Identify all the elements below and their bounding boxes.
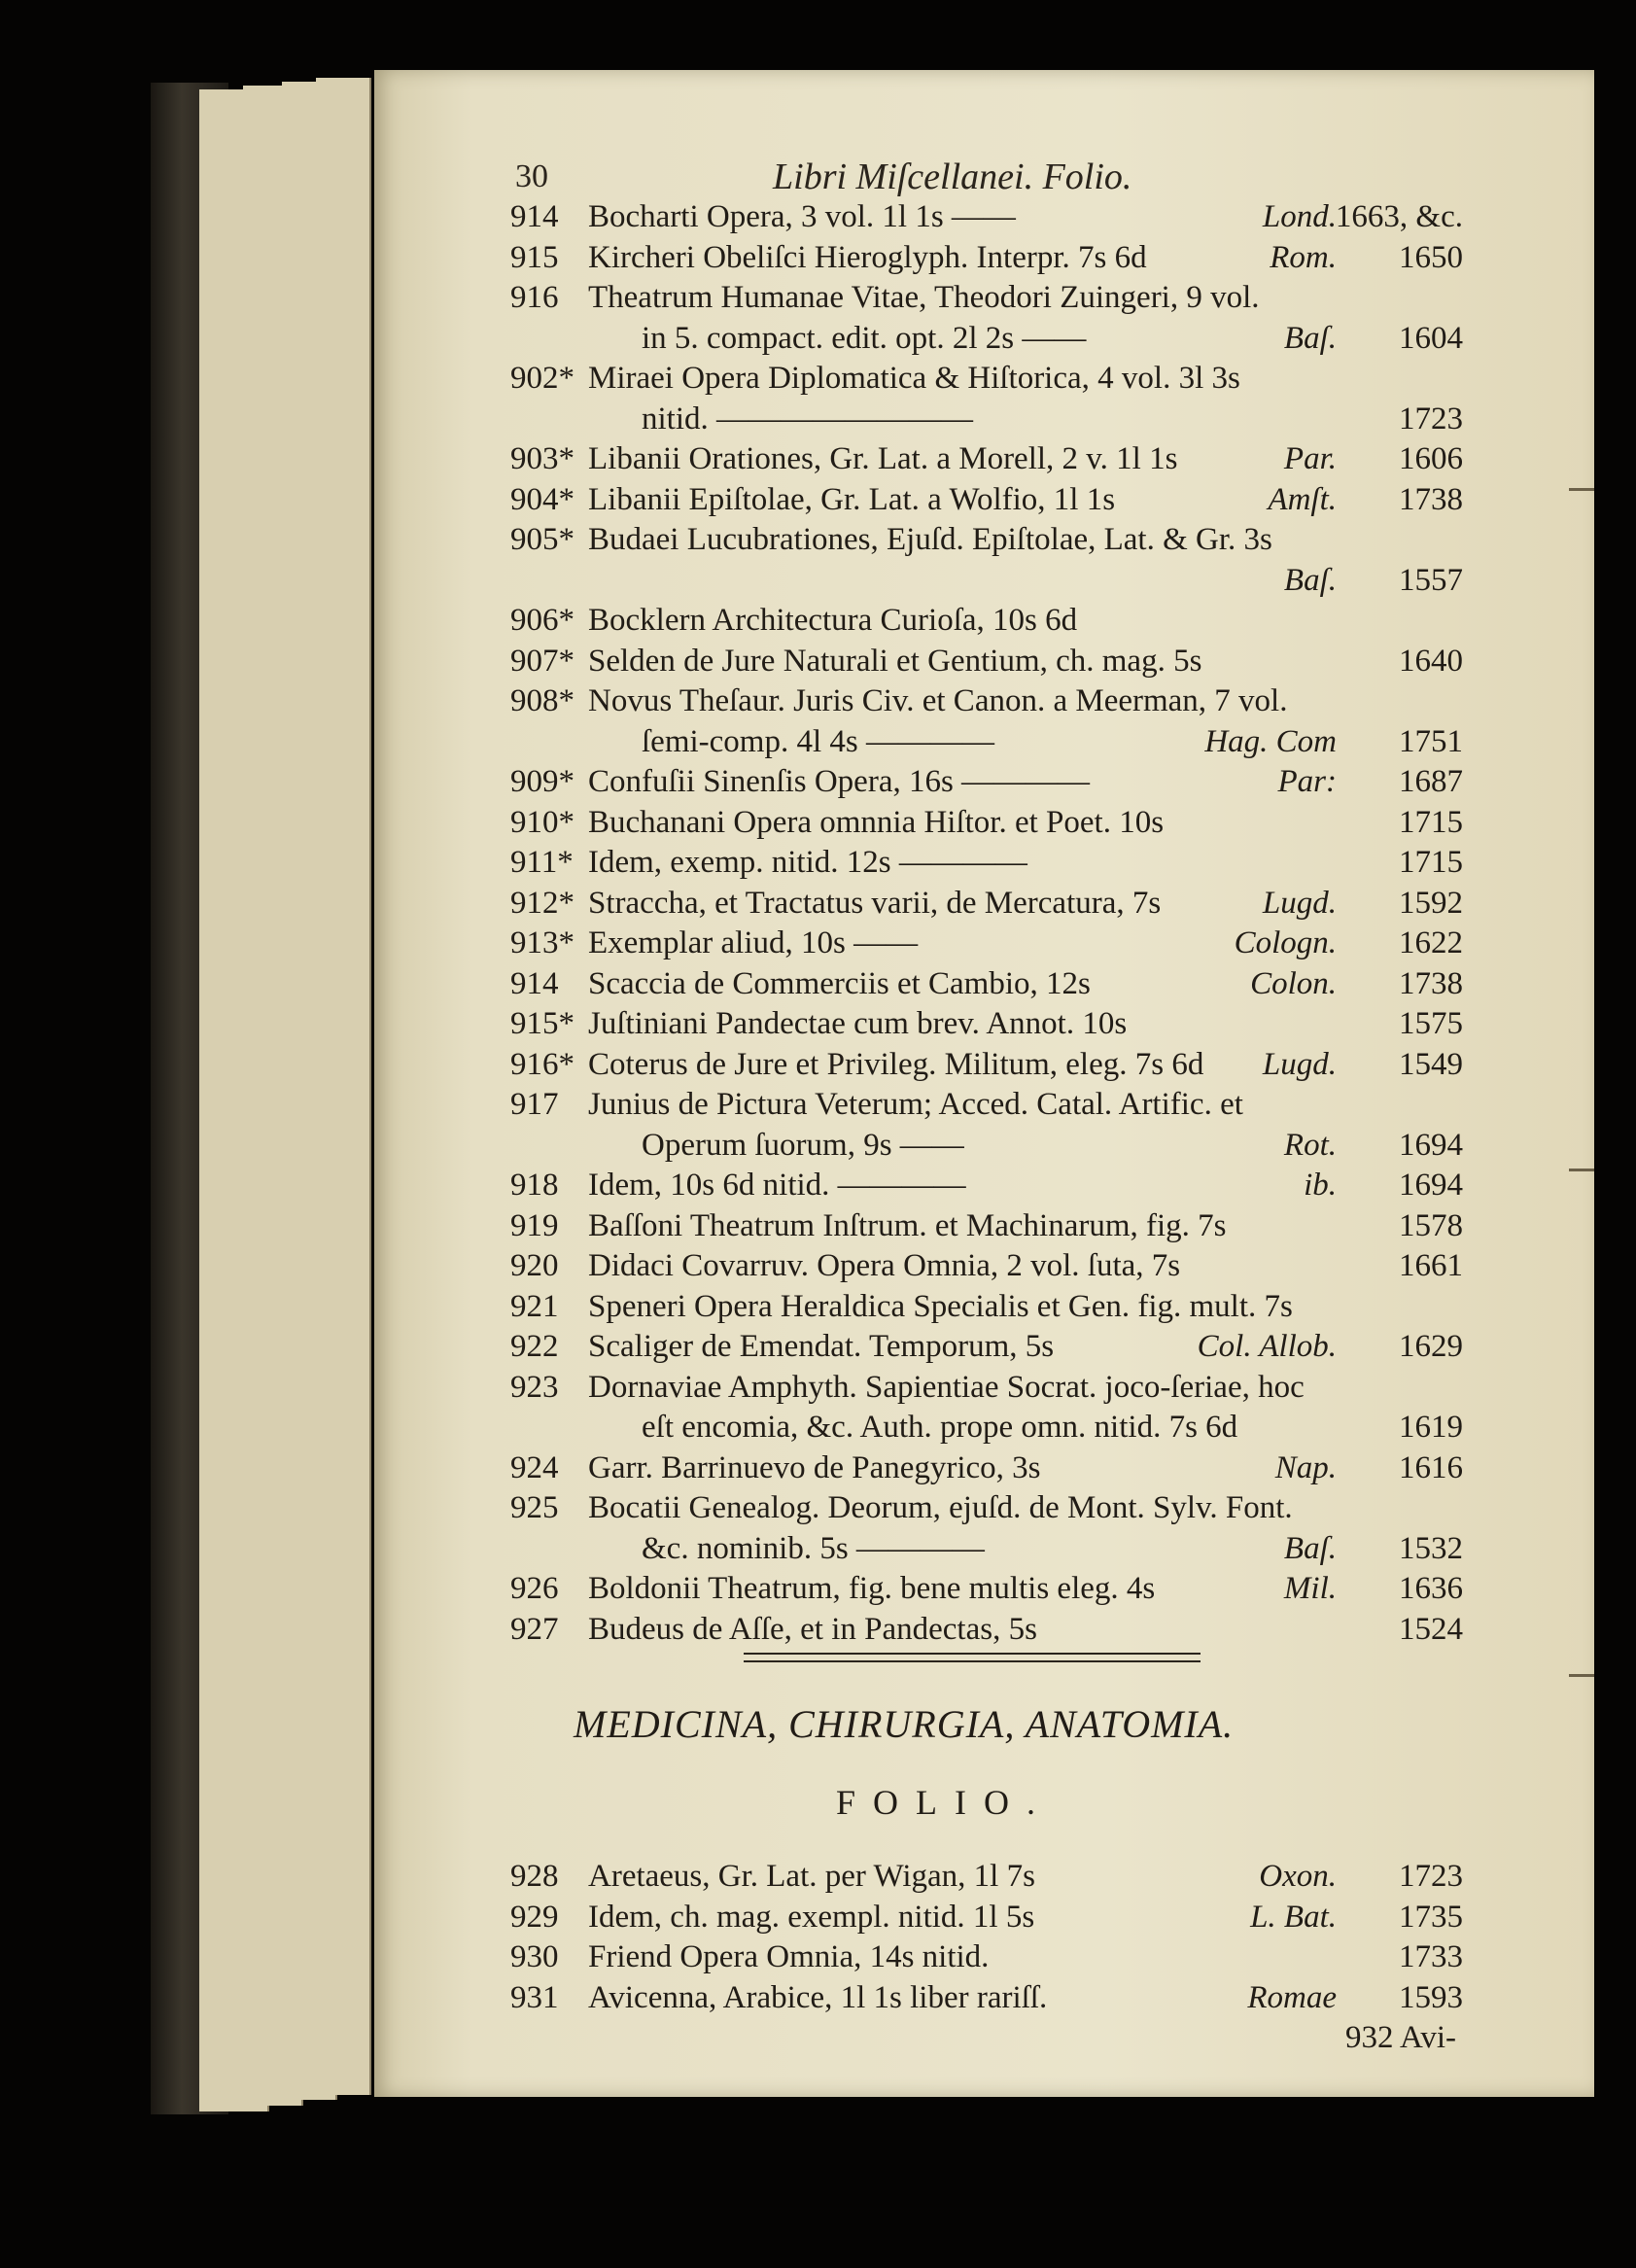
catalogue-entry — [510, 400, 1463, 440]
catalogue-entry — [510, 1166, 1463, 1206]
entry-text: Speneri Opera Heraldica Specialis et Gen. fig. mult. 7s — [588, 1288, 1293, 1324]
catalogue-entry — [510, 843, 1463, 884]
entry-text: in 5. compact. edit. opt. 2l 2s —— — [642, 320, 1087, 356]
entry-place: Romae — [1247, 1979, 1337, 2015]
entry-place: Colon. — [1250, 965, 1337, 1001]
entry-number: 926 — [510, 1571, 559, 1606]
entry-number: 912* — [510, 885, 574, 921]
entry-number: 931 — [510, 1979, 559, 2015]
entry-number: 914 — [510, 199, 559, 234]
entry-place: Col. Allob. — [1197, 1329, 1337, 1364]
catalogue-entry — [510, 1448, 1463, 1489]
entry-number: 904* — [510, 481, 574, 517]
catalogue-entry — [510, 1529, 1463, 1570]
entry-number: 923 — [510, 1369, 559, 1405]
entry-text: Bocharti Opera, 3 vol. 1l 1s —— — [588, 199, 1016, 234]
entry-text: Dornaviae Amphyth. Sapientiae Socrat. joco-ſeriae, hoc — [588, 1369, 1305, 1405]
entry-place: Nap. — [1274, 1449, 1337, 1485]
section-subtitle: FOLIO. — [836, 1783, 1053, 1822]
entry-number: 914 — [510, 965, 559, 1001]
entry-year: 1640 — [1399, 643, 1463, 679]
entry-place: Baſ. — [1283, 562, 1337, 598]
catalogue-entry — [510, 601, 1463, 642]
entry-number: 921 — [510, 1288, 559, 1324]
entry-year: 1733 — [1399, 1939, 1463, 1974]
catalogue-entry — [510, 1408, 1463, 1448]
entry-place: L. Bat. — [1250, 1899, 1337, 1935]
margin-mark — [1569, 488, 1594, 491]
entry-place: Rot. — [1283, 1127, 1337, 1163]
entry-year: 1629 — [1399, 1329, 1463, 1364]
entry-year: 1687 — [1399, 764, 1463, 799]
entry-year: 1557 — [1399, 562, 1463, 598]
margin-mark — [1569, 1674, 1594, 1677]
entry-number: 928 — [510, 1859, 559, 1894]
catalogue-entry — [510, 1085, 1463, 1126]
entry-number: 924 — [510, 1449, 559, 1485]
entry-text: Coterus de Jure et Privileg. Militum, eleg. 7s 6d — [588, 1046, 1204, 1082]
entry-place: Baſ. — [1283, 320, 1337, 356]
entry-text: Bocklern Architectura Curioſa, 10s 6d — [588, 603, 1078, 638]
entry-number: 917 — [510, 1087, 559, 1122]
catalogue-entry — [510, 762, 1463, 803]
catalogue-entry — [510, 520, 1463, 561]
entry-year: 1622 — [1399, 925, 1463, 960]
entry-place: Mil. — [1283, 1571, 1337, 1606]
catalogue-entry — [510, 278, 1463, 319]
entry-text: &c. nominib. 5s ———— — [642, 1530, 985, 1566]
entry-year: 1751 — [1399, 723, 1463, 759]
entry-year: 1738 — [1399, 965, 1463, 1001]
entry-text: Operum ſuorum, 9s —— — [642, 1127, 964, 1163]
entry-year: 1575 — [1399, 1006, 1463, 1041]
entry-number: 925 — [510, 1490, 559, 1525]
catalogue-entry — [510, 924, 1463, 964]
entry-year: 1636 — [1399, 1571, 1463, 1606]
entry-number: 919 — [510, 1207, 559, 1243]
catalogue-entry — [510, 1206, 1463, 1247]
entry-text: Budaei Lucubrationes, Ejuſd. Epiſtolae, Lat. & Gr. 3s — [588, 522, 1272, 557]
catalogue-entry — [510, 238, 1463, 279]
entry-number: 927 — [510, 1611, 559, 1647]
entry-year: 1661 — [1399, 1248, 1463, 1283]
entry-text: Confuſii Sinenſis Opera, 16s ———— — [588, 764, 1091, 799]
entry-year: 1606 — [1399, 441, 1463, 476]
catalogue-entry — [510, 964, 1463, 1005]
entry-text: Exemplar aliud, 10s —— — [588, 925, 919, 960]
entry-number: 918 — [510, 1168, 559, 1203]
entry-year: 1663, &c. — [1335, 199, 1463, 234]
entry-text: Scaccia de Commerciis et Cambio, 12s — [588, 965, 1091, 1001]
entry-text: Junius de Pictura Veterum; Acced. Catal. Artific. et — [588, 1087, 1243, 1122]
entry-text: Boldonii Theatrum, fig. bene multis eleg. 4s — [588, 1571, 1156, 1606]
catalogue-entry — [510, 480, 1463, 521]
entry-number: 907* — [510, 643, 574, 679]
entry-text: nitid. ———————— — [642, 401, 974, 436]
entry-text: Juſtiniani Pandectae cum brev. Annot. 10s — [588, 1006, 1128, 1041]
entry-year: 1524 — [1399, 1611, 1463, 1647]
catalogue-entry — [510, 681, 1463, 722]
page-edge — [316, 78, 371, 2095]
entry-number: 929 — [510, 1899, 559, 1935]
entry-year: 1593 — [1399, 1979, 1463, 2015]
entry-text: Avicenna, Arabice, 1l 1s liber rariſſ. — [588, 1979, 1048, 2015]
catalogue-entry — [510, 319, 1463, 360]
entry-year: 1694 — [1399, 1127, 1463, 1163]
catalogue-entry — [510, 642, 1463, 682]
entry-year: 1723 — [1399, 401, 1463, 436]
catalogue-entries-medicina — [510, 1857, 1463, 2018]
catalogue-entry — [510, 1569, 1463, 1610]
entry-place: Par: — [1277, 764, 1337, 799]
entry-year: 1592 — [1399, 885, 1463, 921]
catchword: 932 Avi- — [1345, 2020, 1456, 2055]
entry-text: Scaliger de Emendat. Temporum, 5s — [588, 1329, 1055, 1364]
catalogue-entry — [510, 803, 1463, 844]
entry-number: 906* — [510, 603, 574, 638]
entry-place: ib. — [1304, 1168, 1337, 1203]
entry-text: Bocatii Genealog. Deorum, ejuſd. de Mont. Sylv. Font. — [588, 1490, 1293, 1525]
entry-year: 1619 — [1399, 1410, 1463, 1445]
entry-year: 1650 — [1399, 239, 1463, 275]
entry-year: 1694 — [1399, 1168, 1463, 1203]
entry-year: 1604 — [1399, 320, 1463, 356]
entry-number: 911* — [510, 845, 574, 880]
catalogue-entry — [510, 197, 1463, 238]
entry-number: 916* — [510, 1046, 574, 1082]
catalogue-entry — [510, 1368, 1463, 1409]
entry-text: Buchanani Opera omnnia Hiſtor. et Poet. 10s — [588, 804, 1165, 840]
catalogue-entry — [510, 722, 1463, 763]
entry-number: 909* — [510, 764, 574, 799]
catalogue-entry — [510, 1610, 1463, 1651]
entry-number: 922 — [510, 1329, 559, 1364]
catalogue-entry — [510, 1937, 1463, 1978]
running-title: Libri Miſcellanei. Folio. — [773, 157, 1132, 197]
entry-text: Didaci Covarruv. Opera Omnia, 2 vol. ſuta, 7s — [588, 1248, 1181, 1283]
entry-text: Friend Opera Omnia, 14s nitid. — [588, 1939, 990, 1974]
entry-text: Garr. Barrinuevo de Panegyrico, 3s — [588, 1449, 1041, 1485]
entry-place: Lond. — [1262, 199, 1337, 234]
entry-year: 1578 — [1399, 1207, 1463, 1243]
entry-text: Baſſoni Theatrum Inſtrum. et Machinarum, fig. 7s — [588, 1207, 1227, 1243]
catalogue-entry — [510, 1857, 1463, 1898]
entry-place: Amſt. — [1268, 481, 1337, 517]
entry-text: Budeus de Aſſe, et in Pandectas, 5s — [588, 1611, 1037, 1647]
catalogue-entry — [510, 1126, 1463, 1167]
entry-number: 920 — [510, 1248, 559, 1283]
catalogue-entry — [510, 884, 1463, 925]
entry-text: ſemi-comp. 4l 4s ———— — [642, 723, 994, 759]
entry-text: Theatrum Humanae Vitae, Theodori Zuingeri, 9 vol. — [588, 280, 1260, 315]
page-number: 30 — [515, 158, 548, 194]
entry-place: Cologn. — [1234, 925, 1337, 960]
entry-text: Straccha, et Tractatus varii, de Mercatura, 7s — [588, 885, 1162, 921]
section-title: MEDICINA, CHIRURGIA, ANATOMIA. — [574, 1702, 1235, 1746]
entry-year: 1735 — [1399, 1899, 1463, 1935]
section-divider — [744, 1653, 1201, 1662]
entry-text: Kircheri Obeliſci Hieroglyph. Interpr. 7s 6d — [588, 239, 1147, 275]
entry-text: Novus Theſaur. Juris Civ. et Canon. a Meerman, 7 vol. — [588, 683, 1288, 718]
catalogue-entry — [510, 439, 1463, 480]
entry-place: Par. — [1283, 441, 1337, 476]
margin-mark — [1569, 1169, 1594, 1171]
entry-number: 902* — [510, 361, 574, 396]
entry-number: 915 — [510, 239, 559, 275]
catalogue-entry — [510, 1287, 1463, 1328]
catalogue-entry — [510, 359, 1463, 400]
entry-number: 913* — [510, 925, 574, 960]
entry-year: 1715 — [1399, 804, 1463, 840]
entry-text: Libanii Epiſtolae, Gr. Lat. a Wolfio, 1l 1s — [588, 481, 1116, 517]
entry-year: 1715 — [1399, 845, 1463, 880]
catalogue-entry — [510, 1246, 1463, 1287]
entry-text: Aretaeus, Gr. Lat. per Wigan, 1l 7s — [588, 1859, 1035, 1894]
entry-year: 1549 — [1399, 1046, 1463, 1082]
catalogue-entry — [510, 1327, 1463, 1368]
entry-text: Idem, exemp. nitid. 12s ———— — [588, 845, 1027, 880]
entry-text: Miraei Opera Diplomatica & Hiſtorica, 4 vol. 3l 3s — [588, 361, 1240, 396]
entry-text: Libanii Orationes, Gr. Lat. a Morell, 2 v. 1l 1s — [588, 441, 1178, 476]
catalogue-entry — [510, 561, 1463, 602]
entry-number: 908* — [510, 683, 574, 718]
entry-place: Rom. — [1270, 239, 1337, 275]
catalogue-entry — [510, 1898, 1463, 1938]
entry-text: Idem, 10s 6d nitid. ———— — [588, 1168, 966, 1203]
entry-number: 903* — [510, 441, 574, 476]
catalogue-entry — [510, 1978, 1463, 2019]
entry-year: 1532 — [1399, 1530, 1463, 1566]
entry-text: eſt encomia, &c. Auth. prope omn. nitid. 7s 6d — [642, 1410, 1238, 1445]
catalogue-entries — [510, 197, 1463, 1650]
entry-number: 915* — [510, 1006, 574, 1041]
entry-place: Baſ. — [1283, 1530, 1337, 1566]
entry-number: 905* — [510, 522, 574, 557]
entry-number: 916 — [510, 280, 559, 315]
catalogue-entry — [510, 1488, 1463, 1529]
entry-text: Idem, ch. mag. exempl. nitid. 1l 5s — [588, 1899, 1035, 1935]
catalogue-entry — [510, 1004, 1463, 1045]
entry-text: Selden de Jure Naturali et Gentium, ch. mag. 5s — [588, 643, 1202, 679]
entry-number: 910* — [510, 804, 574, 840]
entry-place: Oxon. — [1259, 1859, 1337, 1894]
catalogue-entry — [510, 1045, 1463, 1086]
entry-place: Lugd. — [1262, 1046, 1337, 1082]
entry-year: 1738 — [1399, 481, 1463, 517]
entry-year: 1616 — [1399, 1449, 1463, 1485]
entry-year: 1723 — [1399, 1859, 1463, 1894]
entry-number: 930 — [510, 1939, 559, 1974]
entry-place: Hag. Com — [1204, 723, 1337, 759]
entry-place: Lugd. — [1262, 885, 1337, 921]
